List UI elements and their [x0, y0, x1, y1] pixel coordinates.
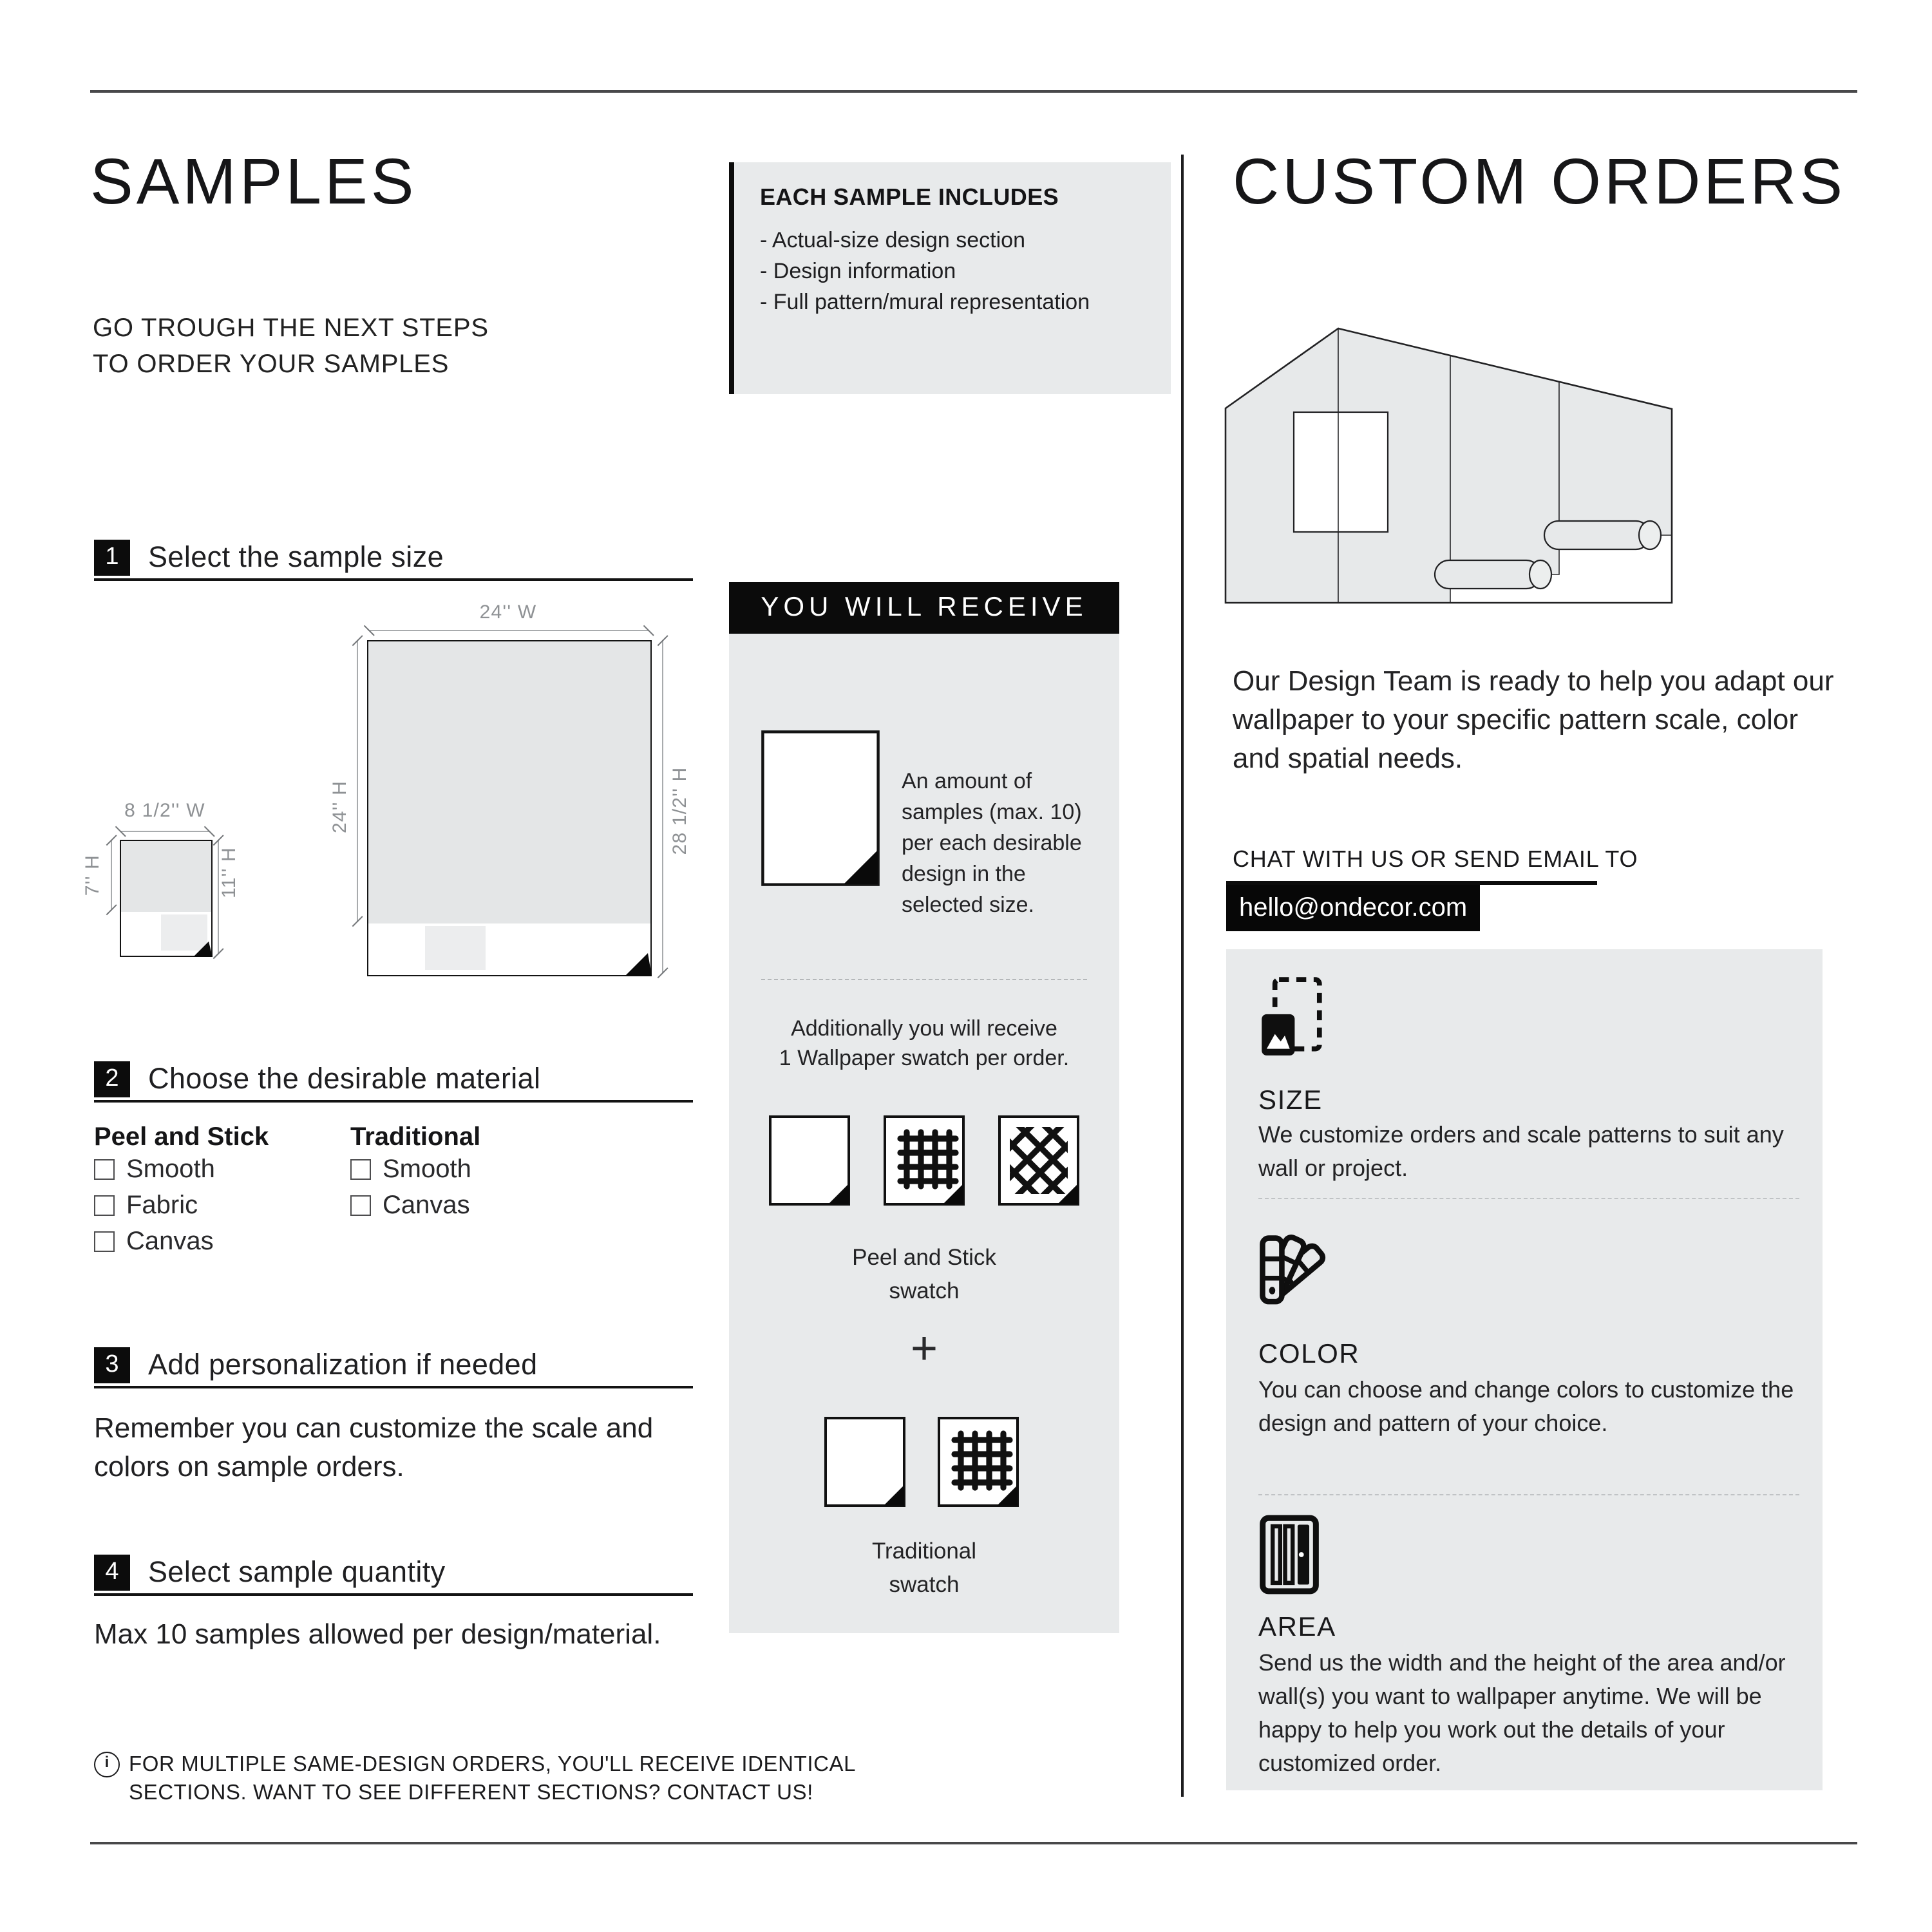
- large-sheet-height-right-label: 28 1/2'' H: [669, 766, 691, 855]
- step-2-header: [94, 1061, 540, 1097]
- large-sheet-right-dimline: [662, 640, 663, 974]
- feature-size-text: We customize orders and scale patterns to suit any wall or project.: [1258, 1122, 1784, 1181]
- each-sample-includes-box: [729, 162, 1171, 394]
- material-option-label: Fabric: [126, 1191, 198, 1219]
- includes-item: - Full pattern/mural representation: [760, 290, 1090, 314]
- wall-door-icon: [1258, 1515, 1320, 1601]
- step-3-note: Remember you can customize the scale and colors on sample orders.: [94, 1412, 654, 1482]
- material-option-row: [94, 1191, 198, 1220]
- large-sample-sheet: [367, 640, 652, 976]
- plus-sign: +: [910, 1321, 938, 1374]
- checkbox-traditional-smooth[interactable]: [350, 1159, 371, 1180]
- step-4-badge: 4: [94, 1555, 130, 1591]
- checkbox-peel-canvas[interactable]: [94, 1231, 115, 1252]
- folded-corner-icon: [625, 949, 652, 976]
- step-4-rule: [94, 1593, 693, 1596]
- grid-swatch-icon: [884, 1115, 965, 1212]
- feature-area-text: Send us the width and the height of the area and/or wall(s) you want to wallpaper anytime. We will be happy to help you work out the details of your customized order.: [1258, 1650, 1786, 1776]
- small-sheet-width-dimline: [120, 831, 210, 832]
- small-sheet-sample-area: [121, 841, 211, 912]
- checkbox-traditional-canvas[interactable]: [350, 1195, 371, 1216]
- column-divider: [1181, 155, 1183, 1797]
- feature-size-name: SIZE: [1258, 1086, 1323, 1115]
- feature-divider: [1258, 1494, 1799, 1495]
- samples-title: SAMPLES: [90, 146, 417, 218]
- traditional-swatch-label-line2: swatch: [889, 1571, 960, 1597]
- material-option-row: [94, 1227, 214, 1256]
- feature-color-text: You can choose and change colors to customize the design and pattern of your choice.: [1258, 1377, 1794, 1436]
- email-link[interactable]: hello@ondecor.com: [1226, 885, 1480, 931]
- large-sheet-width-label: 24'' W: [479, 601, 537, 623]
- includes-title: EACH SAMPLE INCLUDES: [760, 184, 1059, 210]
- footnote-line1: FOR MULTIPLE SAME-DESIGN ORDERS, YOU'LL RECEIVE IDENTICAL: [129, 1753, 857, 1776]
- resize-icon: [1258, 976, 1323, 1065]
- step-3-label: Add personalization if needed: [148, 1349, 538, 1381]
- includes-item: - Actual-size design section: [760, 228, 1025, 252]
- chat-label: CHAT WITH US OR SEND EMAIL TO: [1233, 846, 1638, 872]
- receive-additional-line2: 1 Wallpaper swatch per order.: [779, 1046, 1070, 1070]
- step-3-rule: [94, 1386, 693, 1388]
- large-sheet-inner-swatch: [425, 926, 486, 970]
- crosshatch-swatch-icon: [998, 1115, 1079, 1212]
- footnote-line2: SECTIONS. WANT TO SEE DIFFERENT SECTIONS? CONTACT US!: [129, 1781, 813, 1804]
- top-rule: [90, 90, 1857, 92]
- feature-divider: [1258, 1198, 1799, 1199]
- step-2-label: Choose the desirable material: [148, 1063, 541, 1095]
- material-option-row: [350, 1155, 471, 1184]
- step-3-badge: 3: [94, 1347, 130, 1383]
- step-1-badge: 1: [94, 540, 130, 576]
- wallpapered-house-illustration: [1224, 325, 1674, 614]
- folded-corner-icon: [193, 938, 213, 957]
- receive-samples-text: An amount of samples (max. 10) per each desirable design in the selected size.: [902, 769, 1082, 917]
- email-underline: [1226, 881, 1597, 884]
- large-sheet-sample-area: [368, 641, 650, 923]
- step-1-rule: [94, 578, 693, 581]
- info-icon: i: [94, 1752, 120, 1777]
- grid-swatch-icon: [938, 1417, 1019, 1513]
- traditional-swatch-label-line1: Traditional: [871, 1538, 977, 1564]
- small-sheet-left-dimline: [111, 840, 112, 911]
- step-4-header: [94, 1555, 446, 1591]
- receive-additional-line1: Additionally you will receive: [791, 1016, 1057, 1041]
- large-sheet-width-dimline: [368, 630, 649, 631]
- peel-swatch-label-line2: swatch: [889, 1278, 960, 1303]
- custom-intro-text: Our Design Team is ready to help you adapt our wallpaper to your specific pattern scale, color and spatial needs.: [1233, 665, 1834, 774]
- material-col-peel-title: Peel and Stick: [94, 1123, 269, 1151]
- feature-area-name: AREA: [1258, 1613, 1336, 1642]
- receive-divider: [761, 979, 1087, 980]
- plain-swatch-icon: [824, 1417, 905, 1513]
- peel-swatch-label-line1: Peel and Stick: [852, 1244, 996, 1270]
- material-option-label: Canvas: [126, 1227, 214, 1255]
- bottom-rule: [90, 1842, 1857, 1844]
- step-4-note: Max 10 samples allowed per design/material.: [94, 1618, 661, 1650]
- checkbox-peel-smooth[interactable]: [94, 1159, 115, 1180]
- material-option-label: Smooth: [126, 1155, 215, 1183]
- material-option-row: [350, 1191, 470, 1220]
- small-sheet-height-left-label: 7'' H: [82, 854, 104, 896]
- large-sheet-height-left-label: 24'' H: [329, 781, 351, 834]
- includes-item: - Design information: [760, 259, 956, 283]
- material-option-row: [94, 1155, 215, 1184]
- sample-paper-icon: [761, 730, 880, 886]
- small-sheet-height-right-label: 11'' H: [218, 847, 240, 898]
- step-4-label: Select sample quantity: [148, 1556, 446, 1588]
- material-option-label: Smooth: [383, 1155, 471, 1183]
- small-sheet-width-label: 8 1/2'' W: [124, 800, 205, 822]
- samples-intro-line2: TO ORDER YOUR SAMPLES: [93, 350, 450, 379]
- checkbox-peel-fabric[interactable]: [94, 1195, 115, 1216]
- samples-intro-line1: GO TROUGH THE NEXT STEPS: [93, 314, 489, 343]
- step-1-header: [94, 540, 444, 576]
- feature-color-name: COLOR: [1258, 1340, 1360, 1369]
- step-1-label: Select the sample size: [148, 541, 444, 573]
- custom-orders-title: CUSTOM ORDERS: [1233, 146, 1846, 218]
- step-2-rule: [94, 1100, 693, 1103]
- you-will-receive-header: YOU WILL RECEIVE: [729, 582, 1119, 634]
- color-swatches-icon: [1258, 1227, 1336, 1321]
- step-2-badge: 2: [94, 1061, 130, 1097]
- step-3-header: [94, 1347, 538, 1383]
- plain-swatch-icon: [769, 1115, 850, 1212]
- small-sample-sheet: [120, 840, 213, 957]
- material-option-label: Canvas: [383, 1191, 470, 1219]
- material-col-traditional-title: Traditional: [350, 1123, 481, 1151]
- large-sheet-left-dimline: [357, 640, 358, 922]
